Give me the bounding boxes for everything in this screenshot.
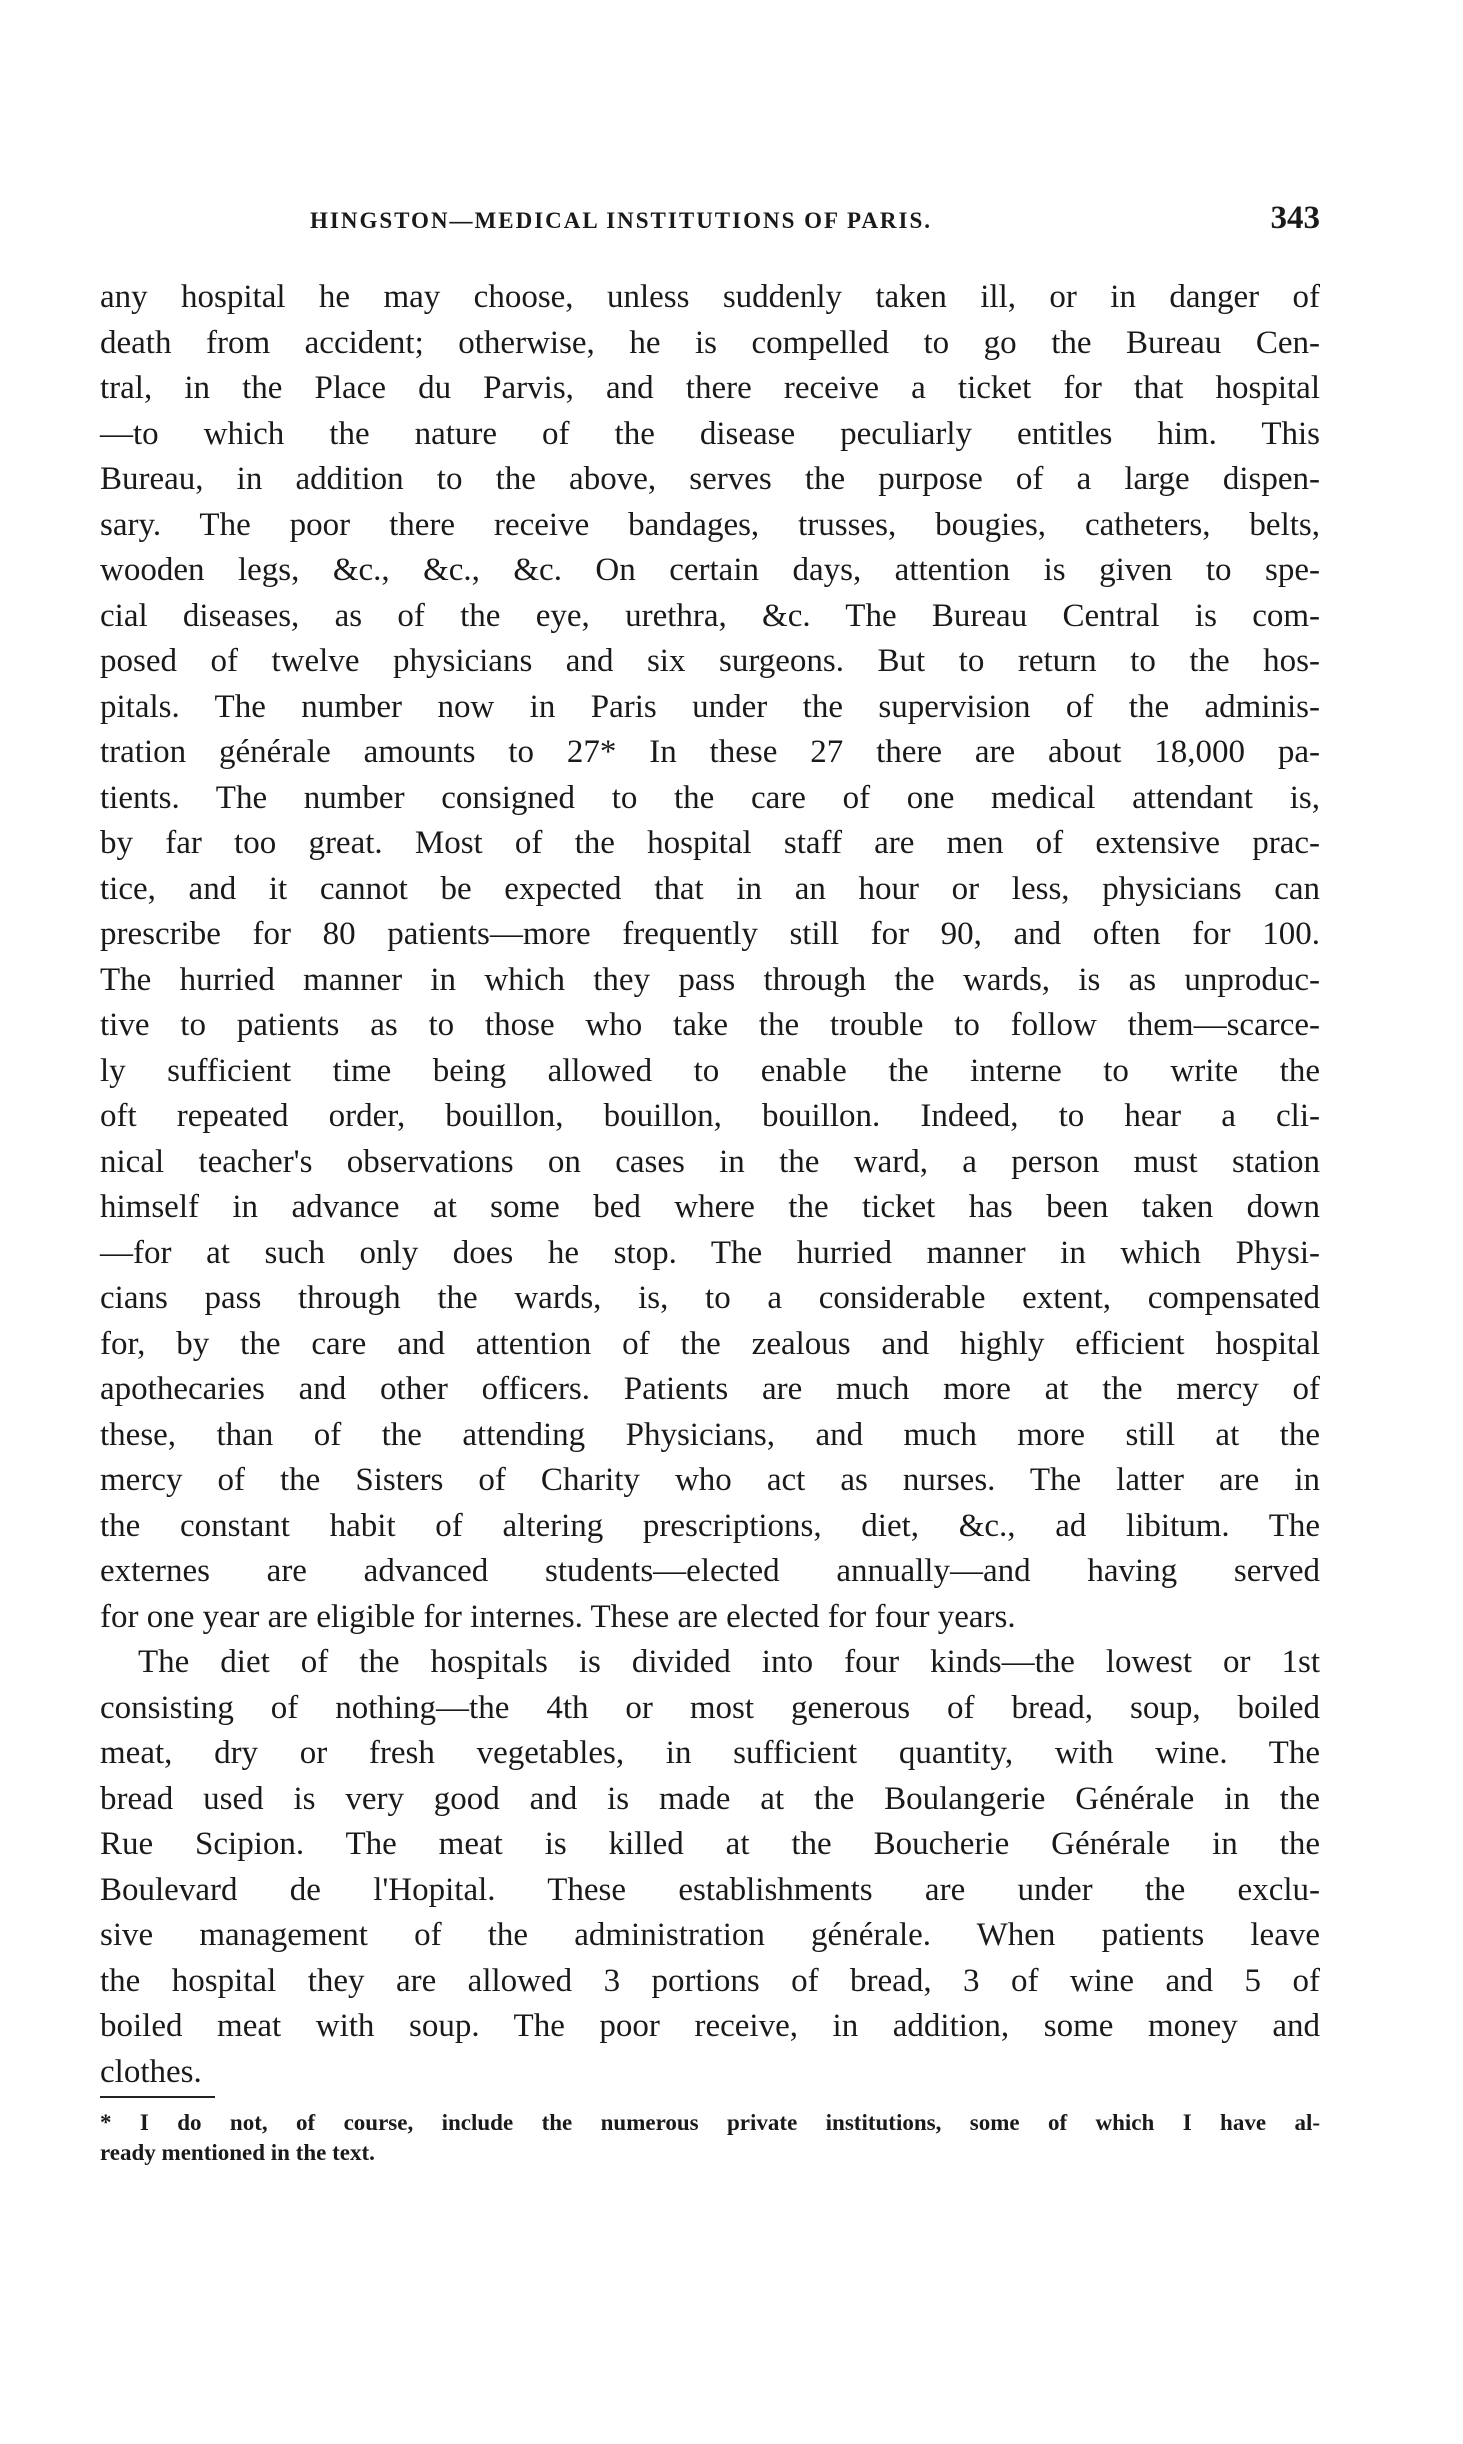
text-line: boiled meat with soup. The poor receive, in addition, some money and bbox=[100, 2008, 1320, 2044]
paragraph-first-line: The diet of the hospitals is divided into four kinds—the lowest or 1st bbox=[138, 1644, 1320, 1680]
text-line: these, than of the attending Physicians, and much more still at the bbox=[100, 1416, 1320, 1453]
text-line: consisting of nothing—the 4th or most generous of bread, soup, boiled bbox=[100, 1689, 1320, 1726]
text-line: cians pass through the wards, is, to a considerable extent, compensated bbox=[100, 1280, 1320, 1316]
footnote-rule bbox=[100, 2096, 215, 2098]
text-line: The hurried manner in which they pass through the wards, is as unproduc- bbox=[100, 961, 1320, 998]
text-line: clothes. bbox=[100, 2053, 202, 2090]
text-line: tration générale amounts to 27* In these 27 there are about 18,000 pa- bbox=[100, 734, 1320, 770]
text-line: any hospital he may choose, unless suddenly taken ill, or in danger of bbox=[100, 279, 1320, 315]
text-line: for, by the care and attention of the zealous and highly efficient hospital bbox=[100, 1325, 1320, 1362]
text-line: apothecaries and other officers. Patients are much more at the mercy of bbox=[100, 1371, 1320, 1407]
text-line: meat, dry or fresh vegetables, in sufficient quantity, with wine. The bbox=[100, 1735, 1320, 1771]
text-line: the hospital they are allowed 3 portions of bread, 3 of wine and 5 of bbox=[100, 1962, 1320, 1999]
text-line: Boulevard de l'Hopital. These establishments are under the exclu- bbox=[100, 1871, 1320, 1908]
text-line: bread used is very good and is made at the Boulangerie Générale in the bbox=[100, 1780, 1320, 1817]
footnote bbox=[100, 2108, 1320, 2168]
text-line: ly sufficient time being allowed to enable the interne to write the bbox=[100, 1052, 1320, 1089]
text-line: oft repeated order, bouillon, bouillon, bouillon. Indeed, to hear a cli- bbox=[100, 1098, 1320, 1134]
page-number: 343 bbox=[1270, 200, 1320, 236]
text-line: sary. The poor there receive bandages, trusses, bougies, catheters, belts, bbox=[100, 506, 1320, 543]
running-head bbox=[310, 200, 1320, 240]
text-line: Rue Scipion. The meat is killed at the Boucherie Générale in the bbox=[100, 1826, 1320, 1862]
text-line: posed of twelve physicians and six surgeons. But to return to the hos- bbox=[100, 643, 1320, 679]
text-line: tral, in the Place du Parvis, and there receive a ticket for that hospital bbox=[100, 370, 1320, 406]
text-line: tients. The number consigned to the care of one medical attendant is, bbox=[100, 779, 1320, 816]
text-line: —to which the nature of the disease peculiarly entitles him. This bbox=[100, 415, 1320, 452]
footnote-line: * I do not, of course, include the numerous private institutions, some of which I have al- bbox=[100, 2110, 1320, 2135]
text-line: sive management of the administration générale. When patients leave bbox=[100, 1917, 1320, 1953]
text-line: death from accident; otherwise, he is compelled to go the Bureau Cen- bbox=[100, 324, 1320, 361]
text-line: Bureau, in addition to the above, serves the purpose of a large dispen- bbox=[100, 461, 1320, 497]
text-line: for one year are eligible for internes. These are elected for four years. bbox=[100, 1598, 1016, 1635]
text-line: by far too great. Most of the hospital staff are men of extensive prac- bbox=[100, 825, 1320, 861]
text-line: nical teacher's observations on cases in the ward, a person must station bbox=[100, 1143, 1320, 1180]
text-line: mercy of the Sisters of Charity who act as nurses. The latter are in bbox=[100, 1462, 1320, 1498]
text-line: himself in advance at some bed where the ticket has been taken down bbox=[100, 1189, 1320, 1225]
running-title: HINGSTON—MEDICAL INSTITUTIONS OF PARIS. bbox=[310, 208, 933, 233]
text-line: wooden legs, &c., &c., &c. On certain days, attention is given to spe- bbox=[100, 552, 1320, 588]
text-line: cial diseases, as of the eye, urethra, &c. The Bureau Central is com- bbox=[100, 597, 1320, 634]
text-line: the constant habit of altering prescriptions, diet, &c., ad libitum. The bbox=[100, 1507, 1320, 1544]
text-line: externes are advanced students—elected annually—and having served bbox=[100, 1553, 1320, 1589]
text-line: tive to patients as to those who take the trouble to follow them—scarce- bbox=[100, 1007, 1320, 1043]
text-line: prescribe for 80 patients—more frequently still for 90, and often for 100. bbox=[100, 916, 1320, 952]
footnote-line: ready mentioned in the text. bbox=[100, 2140, 375, 2165]
text-line: —for at such only does he stop. The hurried manner in which Physi- bbox=[100, 1234, 1320, 1271]
body-text bbox=[100, 275, 1320, 2095]
text-line: tice, and it cannot be expected that in an hour or less, physicians can bbox=[100, 870, 1320, 907]
text-line: pitals. The number now in Paris under the supervision of the adminis- bbox=[100, 688, 1320, 725]
